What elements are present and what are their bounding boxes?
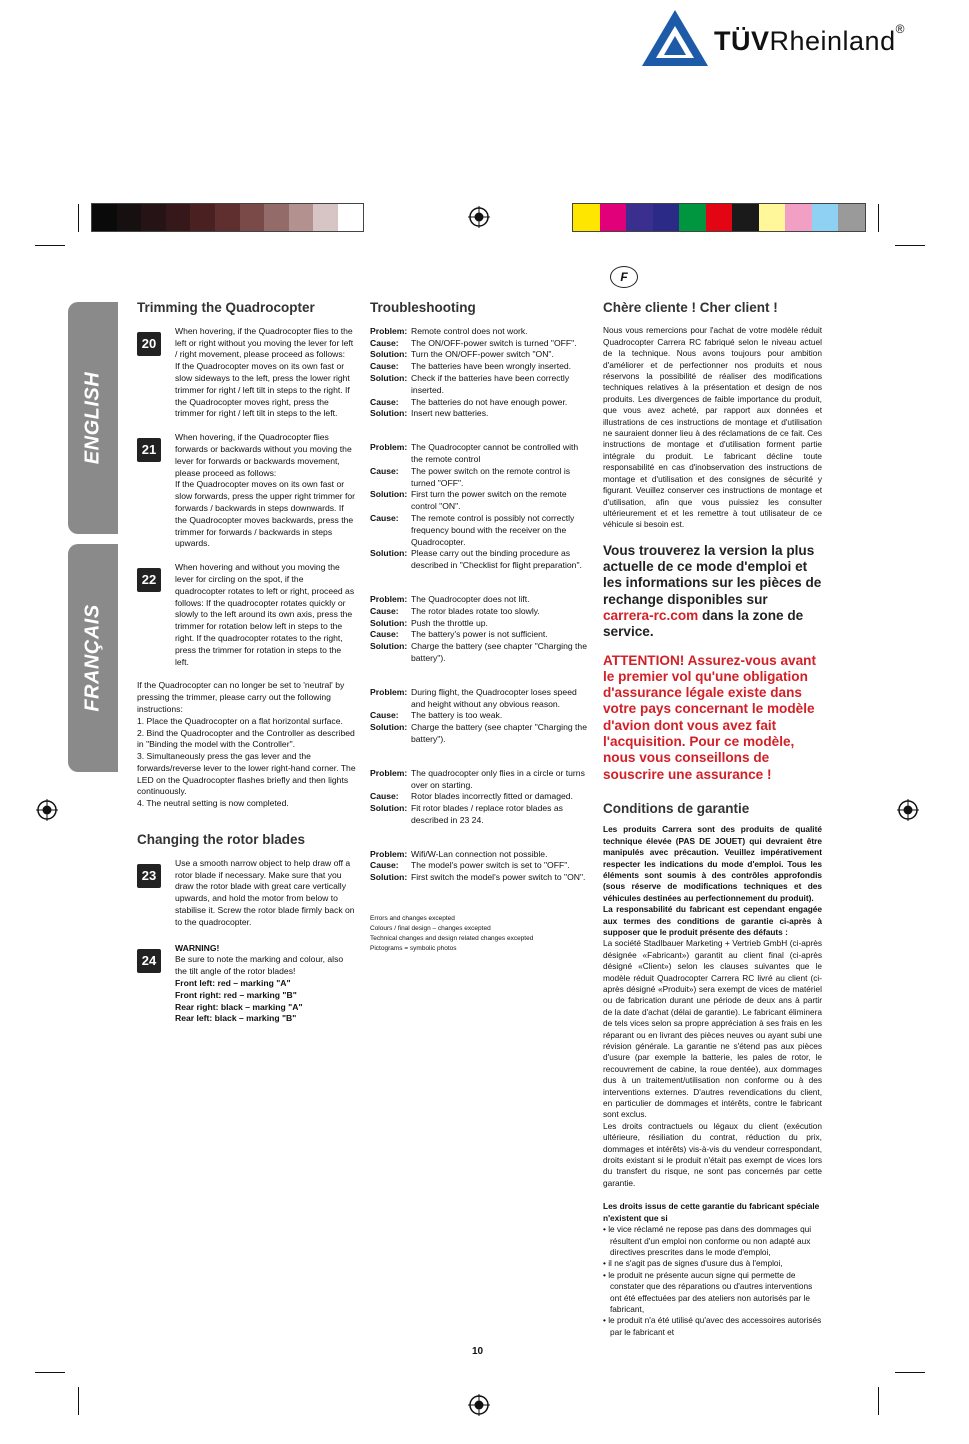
step-23	[137, 858, 356, 929]
ts-value: The Quadrocopter does not lift.	[411, 593, 530, 604]
color-swatch	[785, 204, 812, 231]
crop-mark	[895, 245, 925, 246]
warranty-text: La société Stadlbauer Marketing + Vertrieb GmbH (ci-après désignée «Fabricant») garantit au client final (ci-après désigné «Client») selon les clauses suivantes que le modèle réduit Quadrocopter Carrera RC livré au client (ci-après désigné «Produit») sera exempt de vices de matériel ou de fabrication durant une période de deux ans à partir de la date d'achat (délai de garantie). Le fabricant éliminera de tels vices selon sa propre appréciation à ses frais en les réparant ou en livrant des pièces neuves ou ayant subi une révision générale. La garantie ne s'étend pas aux pièces d'usure (par exemple la batterie, les pales de rotor, le recouvrement de cabine, la roue dentée), aux dommages dus à un traitement/utilisation non conforme ou à des interventions externes. D'autres revendications du client, en particulier de dommages et intérêts, contre le fabricant sont exclus.	[603, 938, 822, 1120]
troubleshooting-group	[370, 442, 588, 572]
blade-marking: Front right: red – marking "B"	[175, 989, 297, 1000]
ts-label: Problem:	[370, 325, 408, 336]
troubleshooting-group	[370, 687, 588, 746]
ts-label: Cause:	[370, 465, 399, 476]
ts-value: Turn the ON/OFF-power switch "ON".	[411, 349, 554, 360]
ts-value: The quadrocopter only flies in a circle or turns over on starting.	[411, 767, 585, 790]
crop-mark	[35, 1372, 65, 1373]
step-number: 24	[137, 949, 161, 973]
warranty-text: Les droits contractuels ou légaux du client (exécution ultérieure, résiliation du contrat, réduction du prix, dommages et intérêts) vis-à-vis du vendeur correspondant, droits existant si le produit n'était pas exempt de vices lors du transfert du risque, ne sont pas concernés par cette garantie.	[603, 1120, 822, 1188]
color-swatch	[141, 204, 166, 231]
ts-label: Cause:	[370, 512, 399, 523]
step-text: When hovering and without you moving the lever for circling on the spot, if the quadrocopter rotates to left or right, proceed as follows: If the quadrocopter rotates quickly or slowly to the left around its own axis, press the trimmer for rotation below left in steps to the right. If the quadrocopter rotates to the right, press the trimmer for rotation in steps to the left.	[175, 562, 355, 667]
warranty-bullet: • le produit n'a été utilisé qu'avec des accessoires autorisés par le fabricant et	[603, 1315, 822, 1337]
color-swatch	[117, 204, 142, 231]
footnote: Technical changes and design related changes excepted	[370, 935, 534, 943]
footnote: Pictograms = symbolic photos	[370, 945, 457, 953]
step-number: 21	[137, 438, 161, 462]
color-swatch	[289, 204, 314, 231]
ts-value: Remote control does not work.	[411, 325, 528, 336]
ts-label: Problem:	[370, 686, 408, 697]
insurance-warning: ATTENTION! Assurez-vous avant le premier vol qu'une obligation d'assurance légale existe dans votre pays concernant le modèle d'avion dont vous avez fait l'acquisition. Pour ce modèle, nous vous conseillons de souscrire une assurance !	[603, 652, 816, 782]
ts-label: Problem:	[370, 593, 408, 604]
ts-label: Cause:	[370, 860, 399, 871]
step-text: Be sure to note the marking and colour, also the tilt angle of the rotor blades!	[175, 954, 344, 977]
step-number: 20	[137, 332, 161, 356]
ts-label: Cause:	[370, 396, 399, 407]
color-bar-process	[572, 203, 866, 232]
footnote: Errors and changes excepted	[370, 915, 455, 923]
color-swatch	[732, 204, 759, 231]
color-swatch	[166, 204, 191, 231]
ts-value: The battery's power is not sufficient.	[411, 629, 548, 640]
step-22	[137, 562, 356, 668]
tab-francais: FRANÇAIS	[68, 544, 118, 772]
color-swatch	[240, 204, 265, 231]
ts-label: Solution:	[370, 641, 408, 652]
ts-label: Problem:	[370, 442, 408, 453]
section-title: Troubleshooting	[370, 300, 476, 315]
registration-mark-icon	[468, 206, 490, 228]
ts-value: First switch the model's power switch to "ON".	[411, 872, 586, 883]
crop-mark	[78, 1387, 79, 1415]
ts-value: Charge the battery (see chapter "Charging the battery").	[411, 641, 587, 663]
column-french	[603, 302, 822, 1338]
website-link[interactable]: carrera-rc.com	[603, 607, 699, 623]
ts-value: The batteries do not have enough power.	[411, 396, 568, 407]
ts-label: Solution:	[370, 372, 408, 383]
language-flag-badge: F	[610, 266, 638, 288]
troubleshooting-group	[370, 326, 588, 420]
warranty-text: Les droits issus de cette garantie du fabricant spéciale n'existent que si	[603, 1201, 820, 1223]
troubleshooting-group	[370, 849, 588, 884]
ts-label: Problem:	[370, 848, 408, 859]
ts-value: The ON/OFF-power switch is turned "OFF".	[411, 337, 577, 348]
blade-marking: Rear left: black – marking "B"	[175, 1013, 297, 1024]
ts-label: Cause:	[370, 337, 399, 348]
color-bar-dark	[91, 203, 364, 232]
ts-label: Solution:	[370, 872, 408, 883]
warranty-text: La responsabilité du fabricant est cependant engagée aux termes des conditions de garantie ci-après à supposer que le produit présente des défauts :	[603, 904, 822, 937]
ts-value: The remote control is possibly not correctly frequency bound with the receiver on the Quadrocopter.	[411, 512, 575, 547]
color-swatch	[600, 204, 627, 231]
registration-mark-icon	[36, 799, 58, 821]
intro-text: Nous vous remercions pour l'achat de votre modèle réduit Quadrocopter Carrera RC fabriqué selon le niveau actuel de la technique. Nous avons toujours pour ambition d'améliorer et de perfectionner nos produits et nous réservons la possibilité de réaliser des modifications techniques relatives à la présentation et design de nos produits. Les divergences de faible importance du produit, que vous avez acheté, par rapport aux données et illustrations de ces instructions de montage et d'utilisation ne sauraient donner lieu à des réclamations de ce fait. Ces instructions de montage et d'utilisation forment partie intégrale du produit. Le fabricant décline toute responsabilité en cas d'inobservation des instructions de montage et d'utilisation et des consignes de sécurité y figurant. Veuillez conserver ces instructions de montage et d'utilisation, afin que vous puissiez les consulter ultérieurement et et les remettre à tout utilisateur de ce véhicule si besoin est.	[603, 325, 822, 530]
ts-value: The Quadrocopter cannot be controlled with the remote control	[411, 442, 579, 464]
page-number: 10	[472, 1346, 484, 1357]
color-swatch	[215, 204, 240, 231]
step-text: When hovering, if the Quadrocopter flies forwards or backwards without you moving the lever for forwards or backwards movement, please proceed as follows: If the Quadrocopter moves on its own fast or slow forwards, press the upper right trimmer for forwards / backwards in steps downwards. If the Quadrocopter moves backwards, press the trimmer for forwards / backwards in steps upwards.	[175, 432, 356, 549]
ts-label: Solution:	[370, 408, 408, 419]
color-swatch	[759, 204, 786, 231]
ts-value: The batteries have been wrongly inserted.	[411, 361, 572, 372]
ts-label: Solution:	[370, 617, 408, 628]
color-swatch	[653, 204, 680, 231]
color-swatch	[626, 204, 653, 231]
column-trimming	[137, 302, 356, 1025]
color-swatch	[838, 204, 865, 231]
neutral-item: 2. Bind the Quadrocopter and the Controller as described in "Binding the model with the Controller".	[137, 727, 355, 750]
ts-label: Solution:	[370, 803, 408, 814]
crop-mark	[878, 1387, 879, 1415]
tab-english: ENGLISH	[68, 302, 118, 534]
ts-value: Check if the batteries have been correctly inserted.	[411, 372, 570, 395]
step-20	[137, 326, 356, 420]
ts-value: Wifi/W-Lan connection not possible.	[411, 848, 548, 859]
color-swatch	[264, 204, 289, 231]
tuv-logo	[640, 8, 960, 68]
color-swatch	[338, 204, 363, 231]
color-swatch	[706, 204, 733, 231]
ts-label: Solution:	[370, 548, 408, 559]
ts-value: Push the throttle up.	[411, 617, 488, 628]
blade-marking: Front left: red – marking "A"	[175, 978, 291, 989]
crop-mark	[78, 204, 79, 232]
step-24	[137, 943, 356, 1026]
ts-value: The model's power switch is set to "OFF".	[411, 860, 570, 871]
warning-label: WARNING!	[175, 942, 220, 953]
step-text: When hovering, if the Quadrocopter flies to the left or right without you moving the lever for left / right movement, please proceed as follows: If the Quadrocopter moves on its own fast or slow sideways to the left, press the lower right trimmer for right / left tilt in steps to the right. If the Quadrocopter moves right, press the trimmer for right / left tilt in steps to the left.	[175, 325, 354, 419]
neutral-item: 4. The neutral setting is now completed.	[137, 798, 289, 809]
crop-mark	[895, 1372, 925, 1373]
ts-value: Insert new batteries.	[411, 408, 489, 419]
troubleshooting-group	[370, 768, 588, 827]
registration-mark-icon	[468, 1394, 490, 1416]
tuv-triangle-icon	[640, 8, 710, 68]
crop-mark	[878, 204, 879, 232]
color-swatch	[573, 204, 600, 231]
color-swatch	[92, 204, 117, 231]
ts-value: The battery is too weak.	[411, 710, 503, 721]
ts-label: Cause:	[370, 361, 399, 372]
ts-value: Fit rotor blades / replace rotor blades as described in 23 24.	[411, 803, 563, 825]
website-note: Vous trouverez la version la plus actuelle de ce mode d'emploi et les informations sur les pièces de rechange disponibles sur carrera-rc.com dans la zone de service.	[603, 542, 822, 640]
ts-label: Cause:	[370, 791, 399, 802]
ts-value: Charge the battery (see chapter "Charging the battery").	[411, 722, 587, 744]
tuv-wordmark: TÜVRheinland®	[714, 22, 905, 56]
registration-mark-icon	[897, 799, 919, 821]
ts-value: The rotor blades rotate too slowly.	[411, 605, 540, 616]
ts-label: Cause:	[370, 629, 399, 640]
column-troubleshooting	[370, 302, 588, 954]
troubleshooting-list	[370, 326, 588, 884]
crop-mark	[35, 245, 65, 246]
ts-label: Cause:	[370, 710, 399, 721]
troubleshooting-group	[370, 594, 588, 665]
footnote: Colours / final design – changes excepted	[370, 925, 491, 933]
ts-label: Solution:	[370, 489, 408, 500]
ts-value: Rotor blades incorrectly fitted or damaged.	[411, 791, 573, 802]
color-swatch	[190, 204, 215, 231]
warranty-bullet: • il ne s'agit pas de signes d'usure dus à l'emploi,	[603, 1258, 783, 1269]
footnotes	[370, 914, 588, 954]
section-title: Changing the rotor blades	[137, 832, 306, 848]
section-title: Conditions de garantie	[603, 800, 750, 816]
section-title: Trimming the Quadrocopter	[137, 300, 315, 315]
neutral-intro: If the Quadrocopter can no longer be set to 'neutral' by pressing the trimmer, please carry out the following instructions:	[137, 680, 345, 714]
step-text: Use a smooth narrow object to help draw off a rotor blade if necessary. Make sure that you draw the rotor blade with great care vertically upwards, and hold the motor from below to stabilise it. Screw the rotor blade firmly back on to the quadrocopter.	[175, 857, 355, 927]
ts-label: Solution:	[370, 349, 408, 360]
blade-marking: Rear right: black – marking "A"	[175, 1001, 303, 1012]
section-title: Chère cliente ! Cher client !	[603, 300, 778, 315]
step-21	[137, 432, 356, 550]
ts-value: First turn the power switch on the remote control "ON".	[411, 489, 567, 512]
warranty-bullet: • le vice réclamé ne repose pas dans des dommages qui résultent d'un emploi non conforme ou non adapté aux directives prescrites dans le mode d'emploi,	[603, 1224, 812, 1257]
ts-label: Cause:	[370, 605, 399, 616]
neutral-item: 1. Place the Quadrocopter on a flat horizontal surface.	[137, 715, 343, 726]
warranty-bullet: • le produit ne présente aucun signe qui permette de constater que des réparations ou d'autres interventions ont été effectuées par des ateliers non autorisés par le fabricant,	[603, 1269, 813, 1314]
step-number: 23	[137, 864, 161, 888]
ts-value: Please carry out the binding procedure as described in "Checklist for flight preparation".	[411, 548, 582, 571]
color-swatch	[679, 204, 706, 231]
neutral-item: 3. Simultaneously press the gas lever and the forwards/reverse lever to the lower right-hand corner. The LED on the Quadrocopter flashes briefly and then lights continuously.	[137, 751, 356, 797]
ts-label: Problem:	[370, 767, 408, 778]
ts-value: During flight, the Quadrocopter loses speed and height without any obvious reason.	[411, 686, 577, 709]
ts-value: The power switch on the remote control is turned "OFF".	[411, 465, 571, 488]
color-swatch	[812, 204, 839, 231]
warranty-text: Les produits Carrera sont des produits de qualité technique élevée (PAS DE JOUET) qui devraient être manipulés avec précaution. Veuillez impérativement respecter les indications du mode d'emploi. Tous les éléments sont soumis à des contrôles approfondis (sous réserve de modifications techniques et des véhicules destinées au perfectionnement du produit).	[603, 824, 822, 903]
color-swatch	[313, 204, 338, 231]
step-number: 22	[137, 568, 161, 592]
ts-label: Solution:	[370, 722, 408, 733]
